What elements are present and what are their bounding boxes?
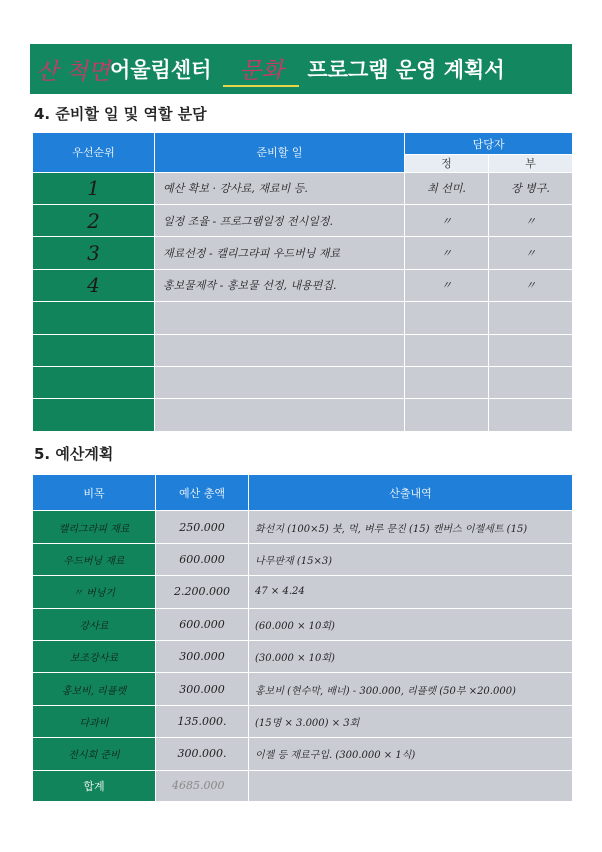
budget-row <box>33 641 573 673</box>
roles-row <box>33 204 573 236</box>
item-cell: 보조강사료 <box>33 641 156 673</box>
field-handwritten: 문화 <box>223 52 299 87</box>
assist-manager-cell <box>489 399 573 432</box>
task-cell: 재료선정 - 캘리그라피 우드버닝 재료 <box>155 237 405 269</box>
detail-cell: 이젤 등 재료구입. (300.000 × 1식) <box>249 738 573 770</box>
priority-cell: 4 <box>33 269 155 301</box>
total-detail <box>249 770 573 801</box>
detail-header: 산출내역 <box>249 475 573 511</box>
assist-manager-cell <box>489 302 573 334</box>
priority-header: 우선순위 <box>33 133 155 173</box>
assist-manager-cell: 〃 <box>489 237 573 269</box>
total-label: 합계 <box>33 770 156 801</box>
manager-header: 담당자 <box>405 133 573 155</box>
task-cell <box>155 334 405 366</box>
task-cell: 일정 조율 - 프로그램일정 전시일정. <box>155 204 405 236</box>
budget-row <box>33 673 573 705</box>
item-header: 비목 <box>33 475 156 511</box>
place-handwritten: 산 척면 <box>36 58 110 85</box>
total-cell: 300.000 <box>156 673 249 705</box>
detail-cell: (30.000 × 10회) <box>249 641 573 673</box>
task-cell <box>155 399 405 432</box>
item-cell: 강사료 <box>33 608 156 640</box>
assist-manager-cell <box>489 334 573 366</box>
main-manager-cell <box>405 399 489 432</box>
item-cell: 〃 버닝기 <box>33 576 156 608</box>
assist-manager-cell: 〃 <box>489 269 573 301</box>
detail-cell: 화선지 (100×5) 붓, 먹, 벼루 문진 (15) 캔버스 이젤세트 (15) <box>249 511 573 543</box>
main-manager-cell: 〃 <box>405 237 489 269</box>
detail-cell: (60.000 × 10회) <box>249 608 573 640</box>
budget-row <box>33 705 573 737</box>
item-cell: 캘리그라피 재료 <box>33 511 156 543</box>
budget-row <box>33 543 573 575</box>
priority-cell <box>33 367 155 399</box>
budget-row <box>33 576 573 608</box>
total-cell: 300.000 <box>156 641 249 673</box>
roles-row <box>33 367 573 399</box>
budget-row <box>33 608 573 640</box>
roles-row <box>33 269 573 301</box>
title-suffix: 프로그램 운영 계획서 <box>307 58 505 82</box>
priority-cell: 3 <box>33 237 155 269</box>
roles-row <box>33 172 573 204</box>
task-cell <box>155 302 405 334</box>
priority-cell: 1 <box>33 172 155 204</box>
main-manager-cell: 최 선미. <box>405 172 489 204</box>
title-banner <box>30 44 572 94</box>
main-manager-cell <box>405 367 489 399</box>
roles-row <box>33 237 573 269</box>
roles-table <box>32 132 573 432</box>
priority-cell <box>33 302 155 334</box>
roles-row <box>33 334 573 366</box>
priority-cell <box>33 399 155 432</box>
detail-cell: 나무판재 (15×3) <box>249 543 573 575</box>
budget-row <box>33 738 573 770</box>
budget-row <box>33 511 573 543</box>
assist-manager-cell: 장 병구. <box>489 172 573 204</box>
center-name: 어울림센터 <box>109 58 212 82</box>
tasks-header: 준비할 일 <box>155 133 405 173</box>
total-cell: 135.000. <box>156 705 249 737</box>
total-value: 4685.000 <box>156 770 249 801</box>
section5-heading: 5. 예산계획 <box>34 445 114 463</box>
task-cell: 예산 확보 · 강사료, 재료비 등. <box>155 172 405 204</box>
roles-row <box>33 399 573 432</box>
total-header: 예산 총액 <box>156 475 249 511</box>
main-manager-cell: 〃 <box>405 204 489 236</box>
priority-cell: 2 <box>33 204 155 236</box>
total-cell: 250.000 <box>156 511 249 543</box>
main-manager-cell <box>405 302 489 334</box>
total-cell: 600.000 <box>156 608 249 640</box>
item-cell: 전시회 준비 <box>33 738 156 770</box>
main-header: 정 <box>405 155 489 172</box>
roles-row <box>33 302 573 334</box>
assist-manager-cell <box>489 367 573 399</box>
section4-heading: 4. 준비할 일 및 역할 분담 <box>34 105 207 123</box>
task-cell <box>155 367 405 399</box>
task-cell: 홍보물제작 - 홍보물 선정, 내용편집. <box>155 269 405 301</box>
priority-cell <box>33 334 155 366</box>
item-cell: 우드버닝 재료 <box>33 543 156 575</box>
assist-header: 부 <box>489 155 573 172</box>
detail-cell: 47 × 4.24 <box>249 576 573 608</box>
main-manager-cell <box>405 334 489 366</box>
total-cell: 300.000. <box>156 738 249 770</box>
detail-cell: (15명 × 3.000) × 3회 <box>249 705 573 737</box>
total-cell: 2.200.000 <box>156 576 249 608</box>
item-cell: 홍보비, 리플렛 <box>33 673 156 705</box>
budget-table <box>32 474 573 802</box>
detail-cell: 홍보비 (현수막, 배너) - 300.000, 리플렛 (50부 ×20.000) <box>249 673 573 705</box>
main-manager-cell: 〃 <box>405 269 489 301</box>
total-cell: 600.000 <box>156 543 249 575</box>
assist-manager-cell: 〃 <box>489 204 573 236</box>
item-cell: 다과비 <box>33 705 156 737</box>
